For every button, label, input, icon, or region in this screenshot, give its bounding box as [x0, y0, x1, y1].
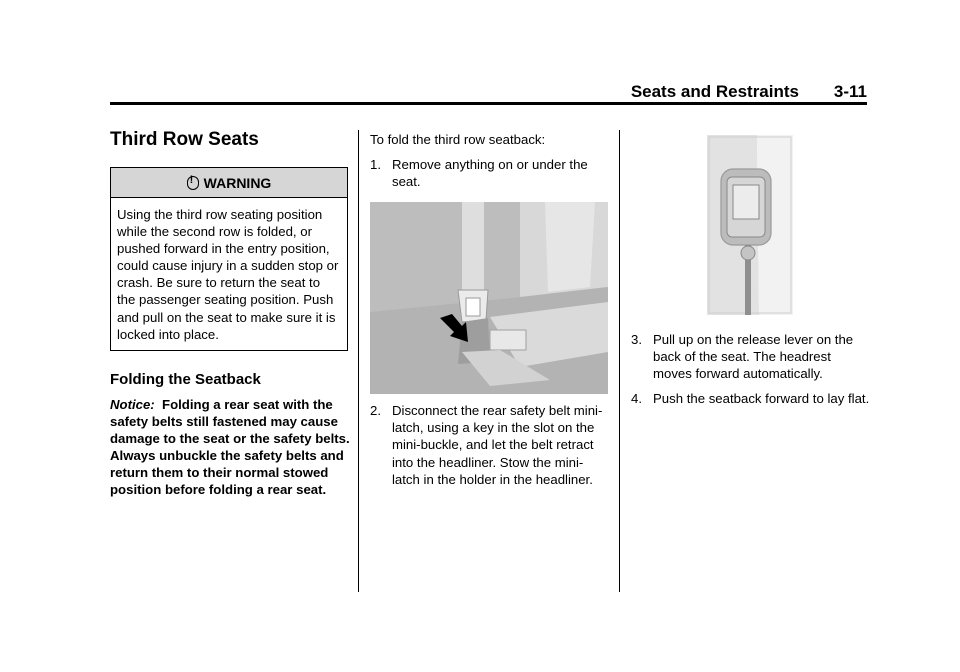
step-text: Push the seatback forward to lay flat. [653, 391, 870, 407]
column-divider [358, 130, 359, 592]
page-number: 3-11 [833, 82, 867, 101]
step-number: 3. [631, 332, 642, 347]
step-number: 2. [370, 403, 381, 419]
page-header [110, 78, 867, 104]
page-title: Third Row Seats [110, 129, 259, 150]
list-item [370, 156, 610, 190]
warning-box [110, 167, 348, 351]
warning-text: Using the third row seating position while the second row is folded, or pushed forward in the entry position, could cause injury in a sudden stop or crash. Be sure to return the seat to the passenger seating position. Push and pull on the seat to make sure it is locked into place. [117, 207, 339, 342]
step-text: Disconnect the rear safety belt mini-latch, using a key in the slot on the mini-buckle, and let the belt retract into the headliner. Stow the mini-latch in the holder in the headliner. [392, 403, 603, 487]
warning-icon [187, 176, 199, 190]
intro-text: To fold the third row seatback: [370, 132, 546, 147]
section-title: Seats and Restraints [630, 82, 799, 101]
step-number: 1. [370, 157, 381, 173]
notice-label: Notice: [110, 396, 155, 412]
column-1 [110, 125, 350, 498]
release-lever-illustration [707, 135, 793, 315]
step-text: Pull up on the release lever on the back of the seat. The headrest moves forward automatically. [653, 332, 854, 382]
column-2 [370, 131, 610, 496]
notice-text: Folding a rear seat with the safety belts still fastened may cause damage to the seat or the safety belts. Always unbuckle the safety belts and return them to their normal stowed position before folding a rear seat. [110, 396, 350, 498]
list-item [370, 402, 610, 487]
notice [110, 396, 350, 499]
step-number: 4. [631, 391, 642, 407]
list-item [631, 390, 871, 407]
header-rule [110, 102, 867, 105]
column-divider [619, 130, 620, 592]
column-3 [631, 331, 871, 415]
list-item [631, 331, 871, 382]
step-text: Remove anything on or under the seat. [392, 157, 588, 190]
warning-header [111, 168, 347, 198]
subheading: Folding the Seatback [110, 370, 261, 388]
warning-label: WARNING [203, 174, 272, 191]
seatbelt-latch-illustration [370, 202, 608, 394]
